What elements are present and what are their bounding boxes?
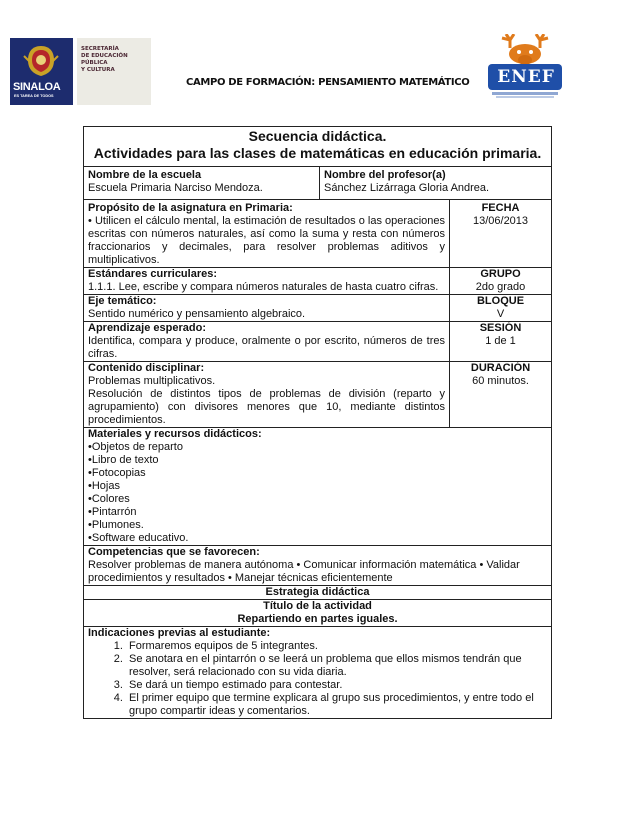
indicaciones-label: Indicaciones previas al estudiante: — [88, 627, 271, 639]
materiales-item: •Hojas — [88, 480, 120, 492]
contenido-cell — [84, 362, 450, 428]
indicaciones-list — [88, 640, 547, 718]
sep-line: SECRETARÍA — [81, 46, 119, 52]
indicacion-item: 3. Se dará un tiempo estimado para contestar. — [126, 679, 547, 692]
school-value: Escuela Primaria Narciso Mendoza. — [88, 182, 263, 194]
fecha-cell — [450, 200, 552, 268]
fecha-value: 13/06/2013 — [472, 215, 529, 227]
standards-text: 1.1.1. Lee, escribe y compara números naturales de hasta cuatro cifras. — [88, 281, 439, 293]
contenido-row — [84, 362, 552, 428]
document-title — [84, 127, 552, 167]
page-header — [0, 0, 638, 115]
titulo-label: Título de la actividad — [263, 600, 372, 612]
contenido-text-2: Resolución de distintos tipos de problemas de división (reparto y agrupamiento) con divisores menores que 10, mediante distintos procedimientos. — [88, 388, 445, 426]
materiales-item: •Software educativo. — [88, 532, 189, 544]
contenido-text-1: Problemas multiplicativos. — [88, 375, 216, 387]
indicaciones-row — [84, 627, 552, 719]
campo-title: CAMPO DE FORMACIÓN: PENSAMIENTO MATEMÁTICO — [186, 77, 470, 88]
materiales-item: •Pintarrón — [88, 506, 137, 518]
materiales-cell — [84, 428, 552, 546]
aprendizaje-cell — [84, 322, 450, 362]
competencias-cell — [84, 546, 552, 586]
sep-sinaloa-logo — [10, 38, 151, 105]
title-row — [84, 127, 552, 167]
sinaloa-tagline: ES TAREA DE TODOS — [14, 94, 54, 98]
teacher-cell — [320, 167, 552, 200]
competencias-label: Competencias que se favorecen: — [88, 546, 260, 558]
school-label: Nombre de la escuela — [88, 169, 202, 181]
aprendizaje-row — [84, 322, 552, 362]
aprendizaje-label: Aprendizaje esperado: — [88, 322, 206, 334]
sep-line: Y CULTURA — [81, 67, 115, 73]
competencias-text: Resolver problemas de manera autónoma • Comunicar información matemática • Validar procedimientos y resultados • Manejar técnicas eficientemente — [88, 559, 520, 584]
competencias-row — [84, 546, 552, 586]
bloque-cell — [450, 295, 552, 322]
sesion-value: 1 de 1 — [485, 335, 516, 347]
teacher-label: Nombre del profesor(a) — [324, 169, 446, 181]
sinaloa-wordmark: SINALOA — [13, 81, 61, 93]
sep-text-block — [77, 38, 151, 105]
school-cell — [84, 167, 320, 200]
eje-label: Eje temático: — [88, 295, 157, 307]
duracion-value: 60 minutos. — [472, 375, 529, 387]
fecha-label: FECHA — [481, 202, 520, 214]
purpose-cell — [84, 200, 450, 268]
purpose-text: • Utilicen el cálculo mental, la estimación de resultados o las operaciones escritas con números naturales, así como la suma y resta con números fraccionarios y decimales, para resolver problemas aditivos y multiplicativos. — [88, 215, 445, 266]
materiales-row — [84, 428, 552, 546]
materiales-item: •Libro de texto — [88, 454, 159, 466]
materiales-item: •Plumones. — [88, 519, 144, 531]
eje-text: Sentido numérico y pensamiento algebraico. — [88, 308, 306, 320]
indicaciones-cell — [84, 627, 552, 719]
sep-line: DE EDUCACIÓN — [81, 53, 128, 59]
titulo-cell — [84, 600, 552, 627]
names-row — [84, 167, 552, 200]
bloque-value: V — [496, 308, 505, 320]
standards-cell — [84, 268, 450, 295]
grupo-label: GRUPO — [480, 268, 521, 280]
indicacion-item: 1. Formaremos equipos de 5 integrantes. — [126, 640, 547, 653]
titulo-row — [84, 600, 552, 627]
duracion-cell — [450, 362, 552, 428]
sep-line: PÚBLICA — [81, 60, 108, 66]
lesson-plan-table — [83, 126, 552, 719]
indicacion-item: 4. El primer equipo que termine explicara al grupo sus procedimientos, y entre todo el grupo compartir ideas y comentarios. — [126, 692, 547, 718]
duracion-label: DURACIÓN — [470, 362, 531, 374]
contenido-label: Contenido disciplinar: — [88, 362, 205, 374]
purpose-label: Propósito de la asignatura en Primaria: — [88, 202, 293, 214]
teacher-value: Sánchez Lizárraga Gloria Andrea. — [324, 182, 490, 194]
materiales-item: •Fotocopias — [88, 467, 146, 479]
materiales-item: •Colores — [88, 493, 130, 505]
bloque-label: BLOQUE — [476, 295, 525, 307]
materiales-label: Materiales y recursos didácticos: — [88, 428, 262, 440]
estrategia-row — [84, 586, 552, 600]
standards-row — [84, 268, 552, 295]
grupo-value: 2do grado — [475, 281, 526, 293]
purpose-row — [84, 200, 552, 268]
standards-label: Estándares curriculares: — [88, 268, 218, 280]
title-line-2: Actividades para las clases de matemáticas en educación primaria. — [93, 145, 542, 161]
eje-row — [84, 295, 552, 322]
aprendizaje-text: Identifica, compara y produce, oralmente o por escrito, números de tres cifras. — [88, 335, 445, 360]
sesion-cell — [450, 322, 552, 362]
sesion-label: SESIÓN — [479, 322, 522, 334]
estrategia-heading: Estrategia didáctica — [84, 586, 552, 600]
grupo-cell — [450, 268, 552, 295]
enef-logo — [480, 34, 570, 100]
indicacion-item: 2. Se anotara en el pintarrón o se leerá un problema que ellos mismos tendrán que resolver, será relacionado con su vida diaria. — [126, 653, 547, 679]
eje-cell — [84, 295, 450, 322]
sinaloa-shield-icon — [10, 38, 73, 105]
materiales-item: •Objetos de reparto — [88, 441, 183, 453]
title-line-1: Secuencia didáctica. — [248, 128, 387, 144]
titulo-value: Repartiendo en partes iguales. — [237, 613, 398, 625]
enef-wordmark: ENEF — [497, 67, 555, 87]
